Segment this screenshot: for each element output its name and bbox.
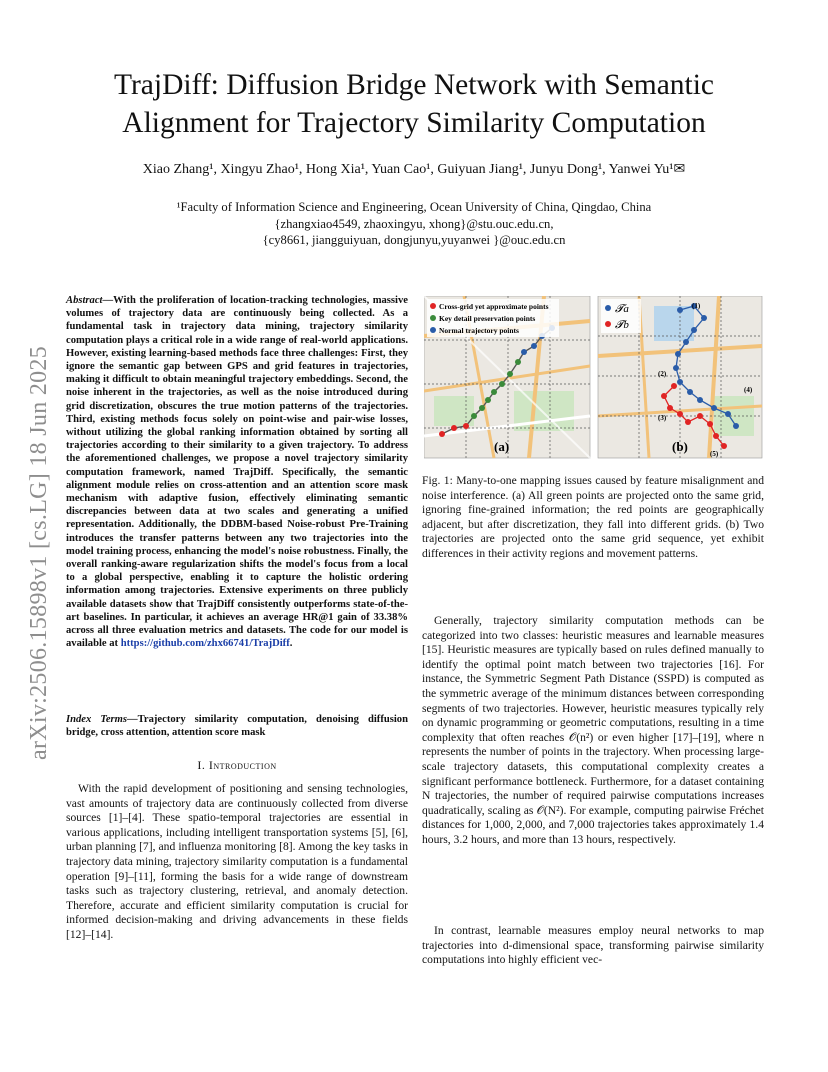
author-list: Xiao Zhang¹, Xingyu Zhao¹, Hong Xia¹, Yuan Cao¹, Guiyuan Jiang¹, Junyu Dong¹, Yanwei Yu¹✉: [142, 162, 686, 177]
legend-item: Normal trajectory points: [439, 326, 519, 335]
panel-a-map: [424, 296, 590, 458]
section-heading-introduction: I. Introduction: [197, 758, 277, 772]
region-label: (1): [692, 302, 701, 310]
affiliation: [60, 199, 768, 249]
index-terms-label: Index Terms: [66, 714, 128, 725]
email-line: {cy8661, jiangguiyuan, dongjunyu,yuyanwei }@ouc.edu.cn: [262, 233, 566, 247]
index-terms-text: —Trajectory similarity computation, denoising diffusion bridge, cross attention, attention score mask: [66, 714, 408, 739]
panel-label-b: (b): [672, 439, 688, 454]
abstract-text: —With the proliferation of location-tracking technologies, massive volumes of trajectory data are continuously being collected. As a fundamental task in trajectory data mining, trajectory similarity computation plays a critical role in a wide range of real-world applications. However, existing learning-based methods face three challenges: First, they ignore the semantic gap between GPS and grid features in trajectories, making it difficult to obtain meaningful trajectory embeddings. Second, the noise inherent in the trajectories, as well as the noise introduced during grid discretization, obscures the true motion patterns of the trajectories. Third, existing methods focus solely on point-wise and pair-wise losses, without utilizing the global ranking information obtained by sorting all trajectories according to their similarity to a given trajectory. To address the aforementioned challenges, we propose a novel trajectory similarity computation framework, named TrajDiff. Specifically, the semantic alignment module relies on cross-attention and an attention score mask mechanism with adaptive fusion, effectively eliminating semantic discrepancies between data at two scales and generating a unified representation. Additionally, the DDBM-based Noise-robust Pre-Training introduces the transfer patterns between any two trajectories into the model training process, enhancing the model's noise robustness. Finally, the overall ranking-aware regularization shifts the model's focus from a local to a global perspective, enabling it to capture the holistic ordering information among trajectories. Extensive experiments on three publicly available datasets show that TrajDiff consistently outperforms state-of-the-art baselines. In particular, it achieves an average HR@1 gain of 33.38% across all three evaluation metrics and datasets. The code for our model is available at: [66, 295, 408, 650]
panel-label-a: (a): [494, 439, 510, 454]
email-line: {zhangxiao4549, zhaoxingyu, xhong}@stu.ouc.edu.cn,: [274, 216, 554, 231]
abstract-label: Abstract: [66, 295, 103, 306]
arxiv-watermark: arXiv:2506.15898v1 [cs.LG] 18 Jun 2025: [26, 345, 52, 760]
region-label: (5): [710, 450, 719, 458]
region-label: (3): [658, 414, 667, 422]
traj-label-a: 𝓣a: [615, 303, 629, 315]
legend-item: Cross-grid yet approximate points: [439, 302, 549, 311]
paper-title: TrajDiff: Diffusion Bridge Network with Semantic Alignment for Trajectory Similarity Computation: [113, 69, 715, 139]
region-label: (2): [658, 370, 667, 378]
traj-label-b: 𝓣b: [615, 319, 629, 331]
intro-paragraph: With the rapid development of positioning and sensing technologies, vast amounts of trajectory data are continuously collected from diverse sources [1]–[4]. These spatio-temporal trajectories are essential in various applications, including intelligent transportation systems [5], [6], urban planning [7], and influenza monitoring [8]. Among the key tasks in trajectory data mining, trajectory similarity computation is a fundamental operation [9]–[11], forming the basis for a wide range of downstream tasks such as trajectory clustering, retrieval, and anomaly detection. Therefore, accurate and efficient similarity computation is crucial for informed decision-making and driving advancements in these fields [12]–[14].: [66, 782, 408, 941]
abstract: [66, 294, 408, 650]
region-label: (4): [744, 386, 753, 394]
affiliation-line: ¹Faculty of Information Science and Engineering, Ocean University of China, Qingdao, China: [176, 200, 652, 214]
figure-1: [424, 296, 764, 460]
legend-item: Key detail preservation points: [439, 314, 536, 323]
index-terms: [66, 713, 408, 739]
abstract-end: .: [289, 638, 293, 650]
figure-caption: Fig. 1: Many-to-one mapping issues caused by feature misalignment and noise interference. (a) All green points are projected onto the same grid, ignoring fine-grained information; the red points are geographically adjacent, but after discretization, they fall into different grids. (b) Two trajectories are projected onto the same grid sequence, yet exhibit differences in their activity regions and movement patterns.: [422, 474, 764, 560]
code-link[interactable]: https://github.com/zhx66741/TrajDiff: [120, 638, 290, 650]
panel-b-map: [598, 296, 762, 458]
body-paragraph: Generally, trajectory similarity computation methods can be categorized into two classes: heuristic measures and learnable measures [15]. Heuristic measures are typically based on rules defined manually to identify the optimal point match between two trajectories [16]. For instance, the Symmetric Segment Path Distance (SSPD) is computed as the symmetric average of the minimum distances between corresponding segments of two trajectories. However, heuristic measures typically rely on dynamic programming or geometric computations, resulting in a time complexity that often reaches 𝒪(n²) or even higher [17]–[19], where n represents the number of points in the trajectory. When processing large-scale trajectory datasets, this computational complexity creates a significant performance bottleneck. Furthermore, for a dataset containing N trajectories, the number of required pairwise computations increases quadratically, scaling as 𝒪(N²). For example, computing pairwise Fréchet distances for 1,000, 2,000, and 7,000 trajectories takes approximately 1.4 hours, 3.2 hours, and more than 13 hours, respectively.: [422, 614, 764, 846]
body-paragraph: In contrast, learnable measures employ neural networks to map trajectories into d-dimensional space, transforming pairwise similarity computations into highly efficient vec-: [422, 924, 764, 967]
